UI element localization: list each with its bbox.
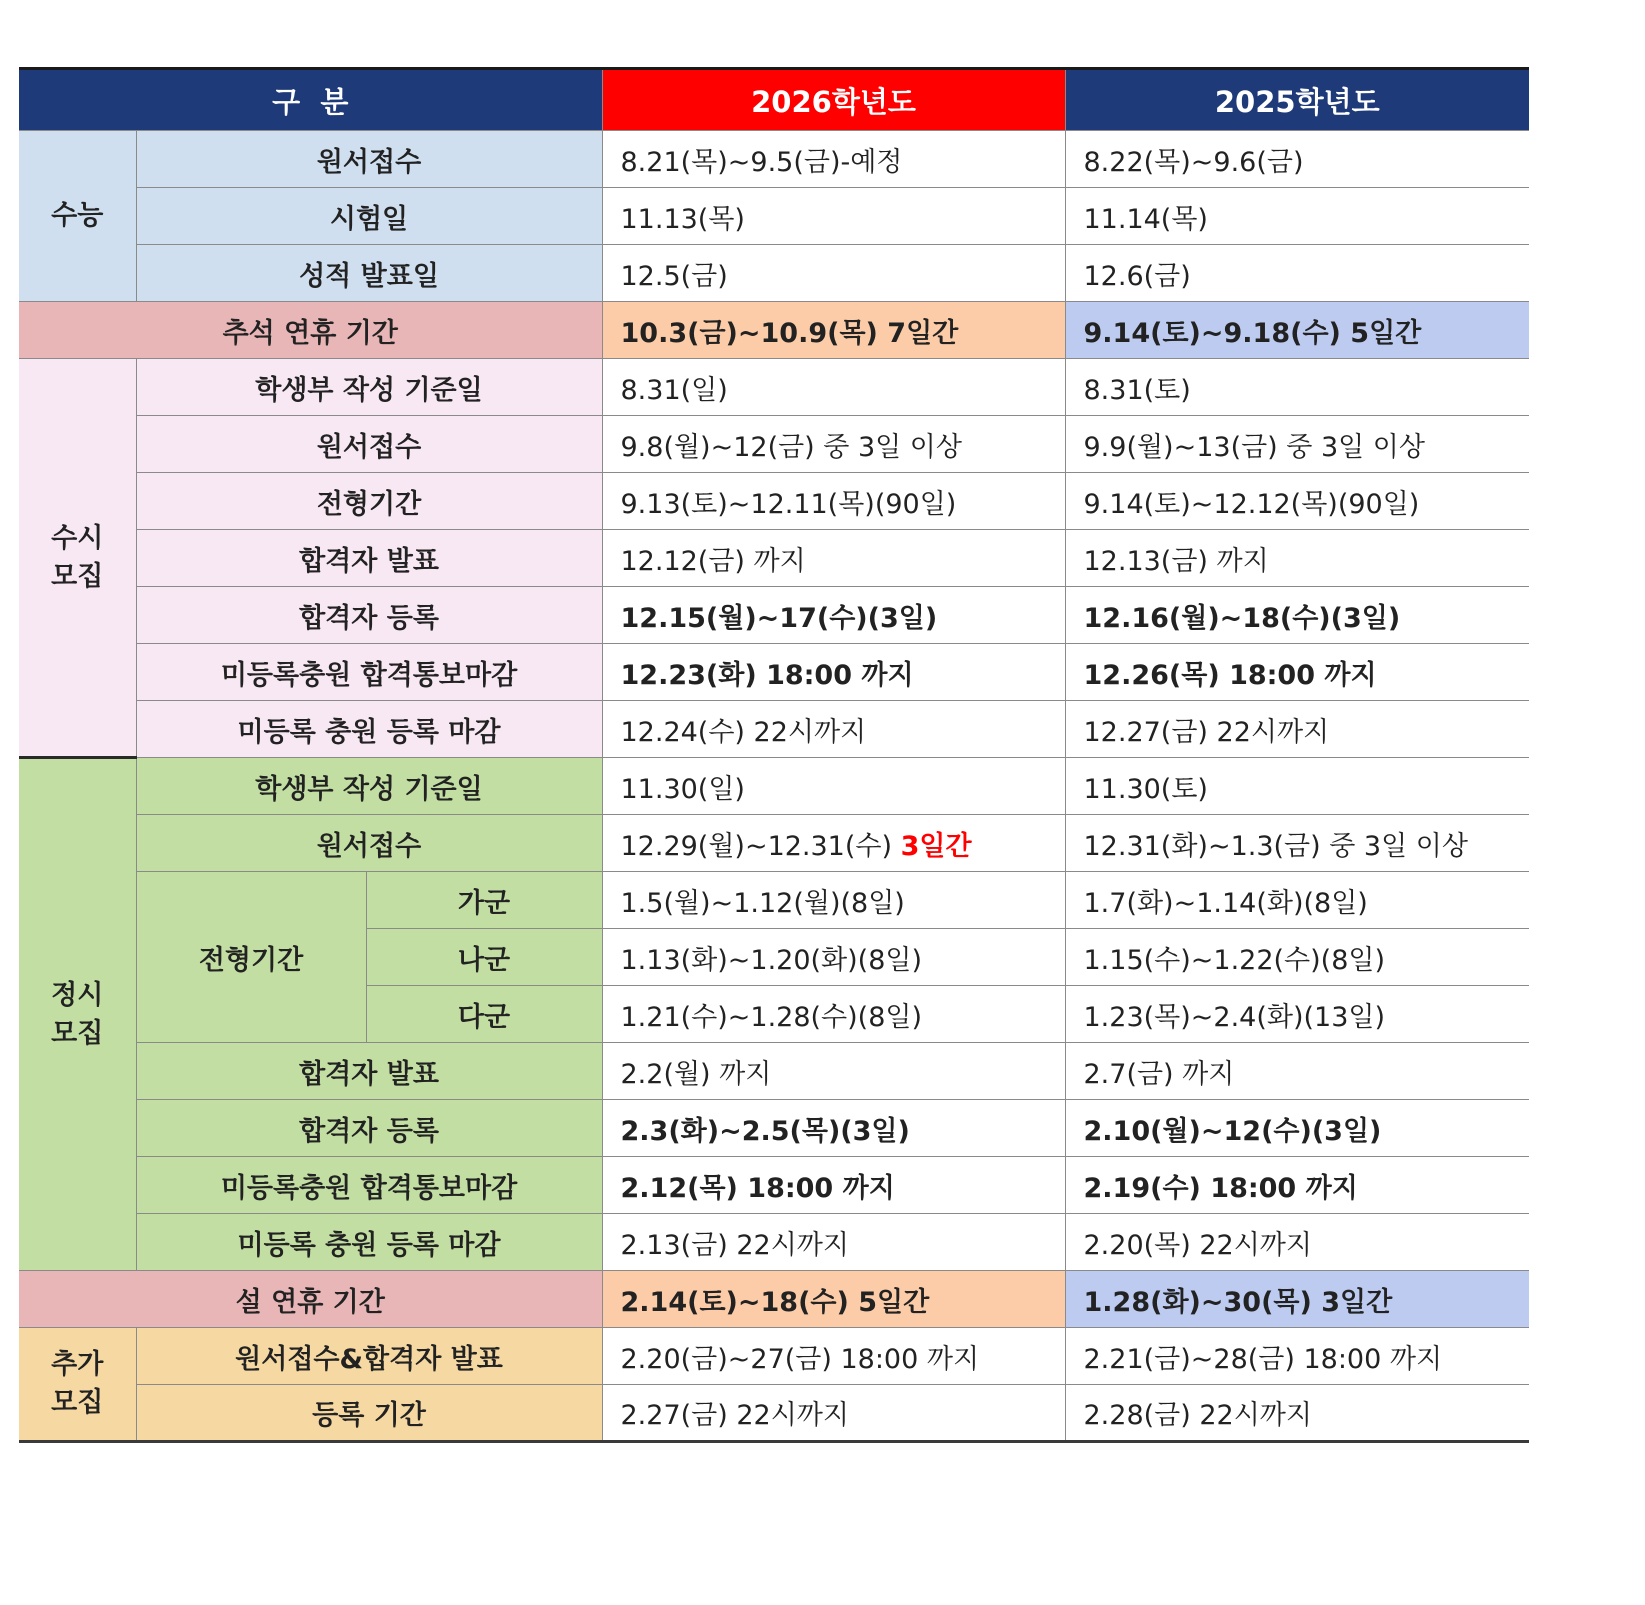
row-label: 미등록 충원 등록 마감: [136, 1214, 602, 1271]
row-label: 원서접수: [136, 815, 602, 872]
row-label: 등록 기간: [136, 1385, 602, 1442]
row-label: 미등록 충원 등록 마감: [136, 701, 602, 758]
row-label: 합격자 등록: [136, 1100, 602, 1157]
row-label: 합격자 등록: [136, 587, 602, 644]
value-2025: 2.19(수) 18:00 까지: [1065, 1157, 1529, 1214]
group-susi: 수시 모집: [19, 359, 136, 758]
table-row: [19, 416, 1529, 473]
value-2026: 2.2(월) 까지: [602, 1043, 1065, 1100]
value-2025: 2.10(월)~12(수)(3일): [1065, 1100, 1529, 1157]
value-2025: 9.14(토)~12.12(목)(90일): [1065, 473, 1529, 530]
row-label: 학생부 작성 기준일: [136, 359, 602, 416]
sub-label: 다군: [366, 986, 602, 1043]
group-chuga: 추가 모집: [19, 1328, 136, 1442]
row-label: 원서접수&합격자 발표: [136, 1328, 602, 1385]
value-2025: 1.28(화)~30(목) 3일간: [1065, 1271, 1529, 1328]
sub-label: 가군: [366, 872, 602, 929]
sub-label: 나군: [366, 929, 602, 986]
table-row: [19, 644, 1529, 701]
row-label: 원서접수: [136, 131, 602, 188]
table-row: [19, 872, 1529, 929]
table-row: [19, 1157, 1529, 1214]
table-row: [19, 758, 1529, 815]
row-label: 성적 발표일: [136, 245, 602, 302]
value-2025: 2.20(목) 22시까지: [1065, 1214, 1529, 1271]
value-2026: 11.13(목): [602, 188, 1065, 245]
value-2025: 8.31(토): [1065, 359, 1529, 416]
value-2025: 1.15(수)~1.22(수)(8일): [1065, 929, 1529, 986]
header-row: [19, 69, 1529, 131]
value-2025: 1.7(화)~1.14(화)(8일): [1065, 872, 1529, 929]
value-2025: 12.16(월)~18(수)(3일): [1065, 587, 1529, 644]
value-2025: 12.27(금) 22시까지: [1065, 701, 1529, 758]
value-2026: 1.13(화)~1.20(화)(8일): [602, 929, 1065, 986]
table-row: [19, 245, 1529, 302]
table-row: [19, 302, 1529, 359]
value-2026: 12.23(화) 18:00 까지: [602, 644, 1065, 701]
value-2025: 9.14(토)~9.18(수) 5일간: [1065, 302, 1529, 359]
value-2025: 1.23(목)~2.4(화)(13일): [1065, 986, 1529, 1043]
header-2025: 2025학년도: [1065, 69, 1529, 131]
value-2025: 11.30(토): [1065, 758, 1529, 815]
header-category: 구 분: [19, 69, 602, 131]
table-row: [19, 1271, 1529, 1328]
row-label: 설 연휴 기간: [19, 1271, 602, 1328]
value-2026: 2.20(금)~27(금) 18:00 까지: [602, 1328, 1065, 1385]
table-row: [19, 1385, 1529, 1442]
table-row: [19, 1100, 1529, 1157]
row-label: 추석 연휴 기간: [19, 302, 602, 359]
value-2026: 1.5(월)~1.12(월)(8일): [602, 872, 1065, 929]
row-label: 합격자 발표: [136, 530, 602, 587]
value-2026: 12.24(수) 22시까지: [602, 701, 1065, 758]
value-2025: 12.26(목) 18:00 까지: [1065, 644, 1529, 701]
value-2026: 1.21(수)~1.28(수)(8일): [602, 986, 1065, 1043]
value-2026: 2.27(금) 22시까지: [602, 1385, 1065, 1442]
table-row: [19, 188, 1529, 245]
admission-schedule-table: [19, 67, 1529, 1443]
value-2025: 2.7(금) 까지: [1065, 1043, 1529, 1100]
value-2026: 12.15(월)~17(수)(3일): [602, 587, 1065, 644]
row-label: 학생부 작성 기준일: [136, 758, 602, 815]
table-row: [19, 701, 1529, 758]
value-2025: 2.21(금)~28(금) 18:00 까지: [1065, 1328, 1529, 1385]
table-row: [19, 131, 1529, 188]
value-2025: 12.13(금) 까지: [1065, 530, 1529, 587]
table-row: [19, 1043, 1529, 1100]
value-2026: 10.3(금)~10.9(목) 7일간: [602, 302, 1065, 359]
value-2025: 11.14(목): [1065, 188, 1529, 245]
value-2025: 9.9(월)~13(금) 중 3일 이상: [1065, 416, 1529, 473]
value-emphasis: 3일간: [900, 830, 972, 862]
table-row: [19, 530, 1529, 587]
group-suneung: 수능: [19, 131, 136, 302]
value-2026: [602, 815, 1065, 872]
value-2026: 2.14(토)~18(수) 5일간: [602, 1271, 1065, 1328]
value-2026: 12.5(금): [602, 245, 1065, 302]
value-2026: 2.13(금) 22시까지: [602, 1214, 1065, 1271]
row-label-period: 전형기간: [136, 872, 366, 1043]
group-jeongsi: 정시 모집: [19, 758, 136, 1271]
row-label: 전형기간: [136, 473, 602, 530]
table-row: [19, 815, 1529, 872]
value-2026: 2.12(목) 18:00 까지: [602, 1157, 1065, 1214]
value-2026: 9.13(토)~12.11(목)(90일): [602, 473, 1065, 530]
row-label: 원서접수: [136, 416, 602, 473]
value-text: 12.29(월)~12.31(수): [620, 830, 901, 862]
value-2026: 8.21(목)~9.5(금)-예정: [602, 131, 1065, 188]
table-row: [19, 473, 1529, 530]
value-2026: 11.30(일): [602, 758, 1065, 815]
header-2026: 2026학년도: [602, 69, 1065, 131]
row-label: 미등록충원 합격통보마감: [136, 1157, 602, 1214]
value-2025: 12.6(금): [1065, 245, 1529, 302]
value-2026: 9.8(월)~12(금) 중 3일 이상: [602, 416, 1065, 473]
table-row: [19, 1328, 1529, 1385]
table-row: [19, 1214, 1529, 1271]
row-label: 합격자 발표: [136, 1043, 602, 1100]
value-2025: 12.31(화)~1.3(금) 중 3일 이상: [1065, 815, 1529, 872]
value-2026: 2.3(화)~2.5(목)(3일): [602, 1100, 1065, 1157]
value-2025: 2.28(금) 22시까지: [1065, 1385, 1529, 1442]
value-2025: 8.22(목)~9.6(금): [1065, 131, 1529, 188]
table-row: [19, 359, 1529, 416]
value-2026: 12.12(금) 까지: [602, 530, 1065, 587]
row-label: 시험일: [136, 188, 602, 245]
table-row: [19, 587, 1529, 644]
row-label: 미등록충원 합격통보마감: [136, 644, 602, 701]
value-2026: 8.31(일): [602, 359, 1065, 416]
